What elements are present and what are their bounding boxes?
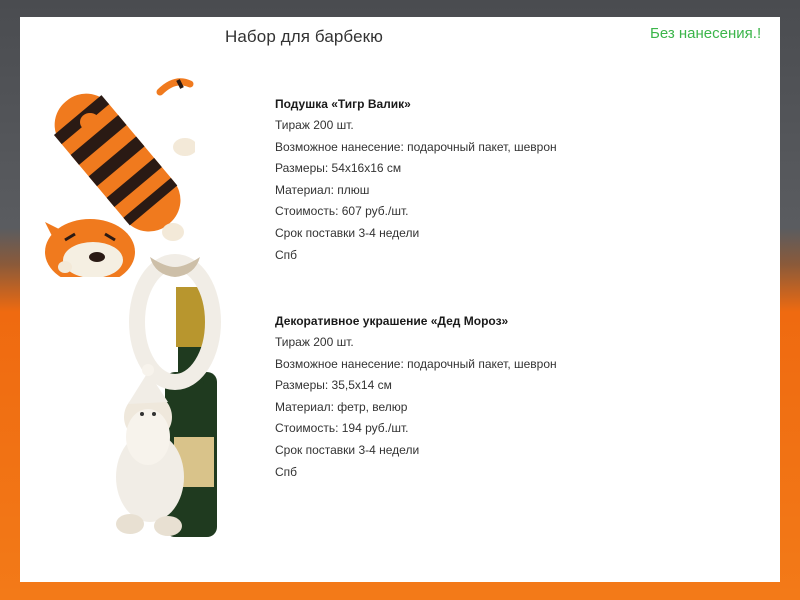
product-branding: Возможное нанесение: подарочный пакет, шеврон <box>275 356 557 371</box>
product-size: Размеры: 54х16х16 см <box>275 161 402 176</box>
product-santa-decoration <box>275 311 557 483</box>
product-name: Декоративное украшение «Дед Мороз» <box>275 314 509 328</box>
product-city: Спб <box>275 464 298 479</box>
product-delivery: Срок поставки 3-4 недели <box>275 442 420 457</box>
tagline: Без нанесения.! <box>650 25 762 42</box>
product-branding: Возможное нанесение: подарочный пакет, шеврон <box>275 139 557 154</box>
slide <box>20 17 780 582</box>
santa-decoration-image <box>110 242 225 542</box>
product-delivery: Срок поставки 3-4 недели <box>275 225 420 240</box>
product-material: Материал: плюш <box>275 182 370 197</box>
slide-title: Набор для барбекю <box>225 27 384 46</box>
product-price: Стоимость: 194 руб./шт. <box>275 421 409 436</box>
product-name: Подушка «Тигр Валик» <box>275 97 411 111</box>
product-city: Спб <box>275 247 298 262</box>
product-quantity: Тираж 200 шт. <box>275 118 354 132</box>
product-material: Материал: фетр, велюр <box>275 399 408 414</box>
product-tiger-pillow <box>275 94 557 266</box>
product-size: Размеры: 35,5х14 см <box>275 378 392 393</box>
product-quantity: Тираж 200 шт. <box>275 335 354 349</box>
product-price: Стоимость: 607 руб./шт. <box>275 204 409 219</box>
